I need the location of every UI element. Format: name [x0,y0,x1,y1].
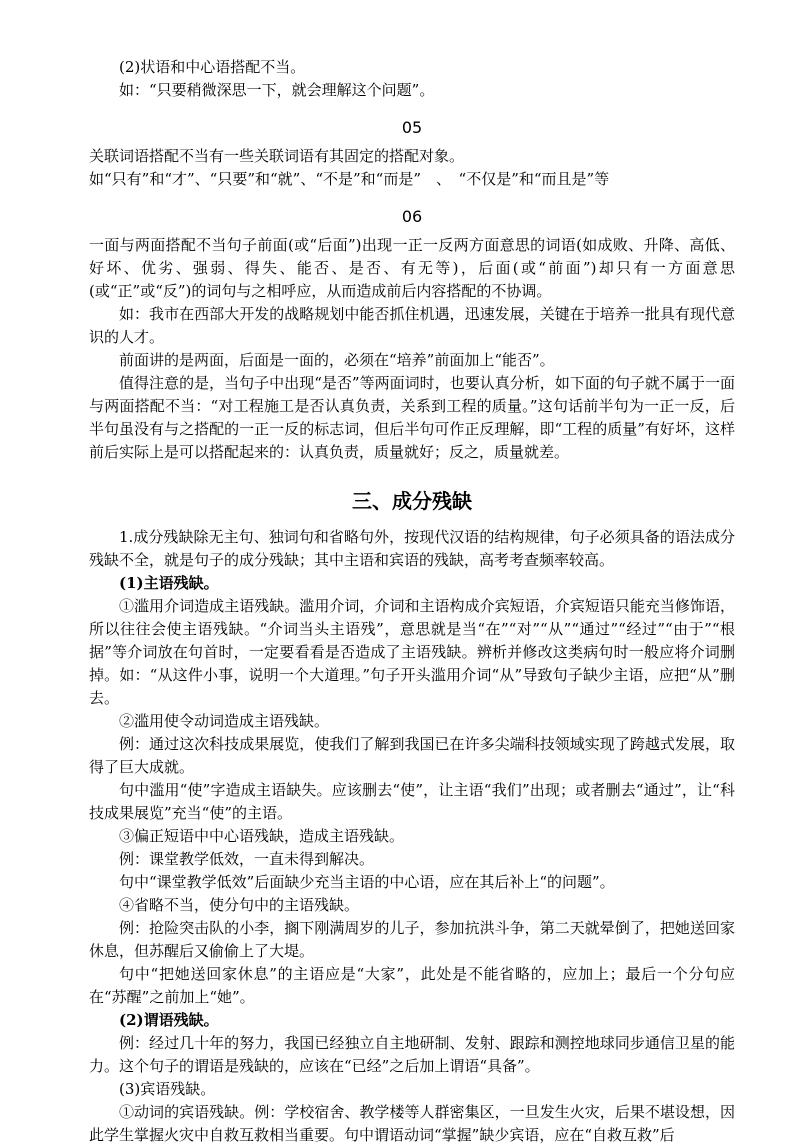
paragraph: 例：通过这次科技成果展览，使我们了解到我国已在许多尖端科技领域实现了跨越式发展，取得了巨大成就。 [89,735,735,776]
paragraph: 例：经过几十年的努力，我国已经独立自主地研制、发射、跟踪和测控地球同步通信卫星的能力。这个句子的谓语是残缺的，应该在“已经”之后加上谓语“具备”。 [89,1034,735,1075]
paragraph: (2)状语和中心语搭配不当。 [119,58,306,76]
paragraph: ②滥用使令动词造成主语残缺。 [119,712,330,730]
paragraph: 一面与两面搭配不当句子前面(或“后面”)出现一正一反两方面意思的词语(如成败、升降、高低、好坏、优劣、强弱、得失、能否、是否、有无等)，后面(或“前面”)却只有一方面意思(或“正”或“反”)的词句与之相呼应，从而造成前后内容搭配的不协调。 [89,236,735,300]
subheading: (1)主语残缺。 [119,574,219,592]
section-number: 05 [401,118,423,137]
section-number: 06 [401,207,423,226]
paragraph: 如“只有”和“才”、“只要”和“就”、“不是”和“而是” 、 “不仅是”和“而且是”等 [89,170,610,188]
paragraph: ①动词的宾语残缺。例：学校宿舍、教学楼等人群密集区，一旦发生火灾，后果不堪设想，因此学生掌握火灾中自救互救相当重要。句中谓语动词“掌握”缺少宾语，应在“自救互救”后 [89,1103,735,1144]
paragraph: 例：抢险突击队的小李，搁下刚满周岁的儿子，参加抗洪斗争，第二天就晕倒了，把她送回家休息，但苏醒后又偷偷上了大堤。 [89,919,735,960]
paragraph: 关联词语搭配不当有一些关联词语有其固定的搭配对象。 [89,147,465,165]
paragraph: 如：我市在西部大开发的战略规划中能否抓住机遇，迅速发展，关键在于培养一批具有现代意识的人才。 [89,305,735,346]
paragraph: ①滥用介词造成主语残缺。滥用介词，介词和主语构成介宾短语，介宾短语只能充当修饰语，所以往往会使主语残缺。“介词当头主语残”，意思就是当“在”“对”“从”“通过”“经过”“由于”“根据”等介词放在句首时，一定要看看是否造成了主语残缺。辨析并修改这类病句时一般应将介词删掉。如：“从这件小事，说明一个大道理。”句子开头滥用介词“从”导致句子缺少主语，应把“从”删去。 [89,597,735,707]
subheading: (2)谓语残缺。 [119,1011,219,1029]
paragraph: 如：“只要稍微深思一下，就会理解这个问题”。 [119,81,435,99]
paragraph: 句中“课堂教学低效”后面缺少充当主语的中心语，应在其后补上“的问题”。 [119,873,615,891]
paragraph: 前面讲的是两面，后面是一面的，必须在“培养”前面加上“能否”。 [119,351,555,369]
paragraph: 例：课堂教学低效，一直未得到解决。 [119,850,375,868]
paragraph: (3)宾语残缺。 [119,1080,216,1098]
paragraph: 句中滥用“使”字造成主语缺失。应该删去“使”，让主语“我们”出现；或者删去“通过”，让“科技成果展览”充当“使”的主语。 [89,781,735,822]
paragraph: 值得注意的是，当句子中出现“是否”等两面词时，也要认真分析，如下面的句子就不属于一面与两面搭配不当：“对工程施工是否认真负责，关系到工程的质量。”这句话前半句为一正一反，后半句虽没有与之搭配的一正一反的标志词，但后半句可作正反理解，即“工程的质量”有好坏，这样前后实际上是可以搭配起来的：认真负责，质量就好；反之，质量就差。 [89,374,735,461]
document-page [89,56,735,1147]
paragraph: 1.成分残缺除无主句、独词句和省略句外，按现代汉语的结构规律，句子必须具备的语法成分残缺不全，就是句子的成分残缺；其中主语和宾语的残缺，高考考查频率较高。 [89,528,735,569]
paragraph: ④省略不当，使分句中的主语残缺。 [119,896,360,914]
paragraph: ③偏正短语中中心语残缺，造成主语残缺。 [119,827,405,845]
section-heading: 三、成分残缺 [352,489,472,513]
paragraph: 句中“把她送回家休息”的主语应是“大家”，此处是不能省略的，应加上；最后一个分句应在“苏醒”之前加上“她”。 [89,965,735,1006]
